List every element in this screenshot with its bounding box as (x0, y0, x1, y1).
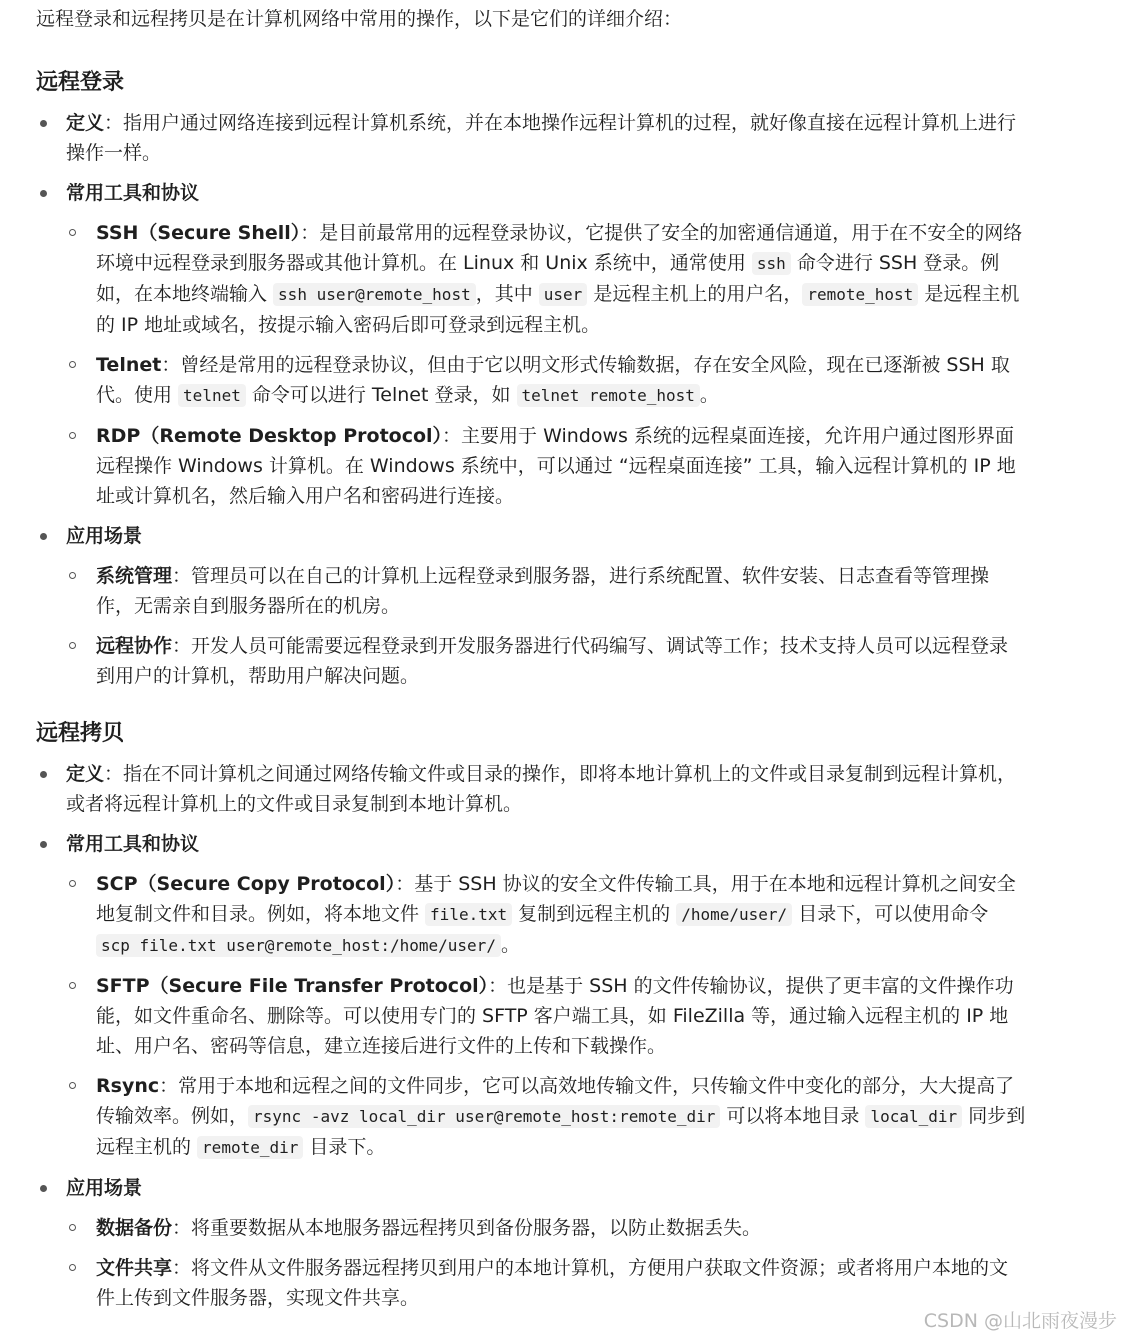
definition-label: 定义 (66, 112, 105, 134)
list-item-login-definition (36, 108, 1026, 168)
list-item-share (66, 1253, 1026, 1313)
remote-login-list (36, 108, 1026, 691)
backup-label: 数据备份 (96, 1217, 173, 1239)
ssh-label: SSH（Secure Shell） (96, 222, 301, 244)
telnet-label: Telnet (96, 354, 162, 376)
list-item-sysadmin (66, 561, 1026, 621)
rsync-text: 同步到远程主机的 (96, 1105, 1026, 1158)
code-remote-dir: remote_dir (197, 1136, 303, 1159)
list-item-copy-definition (36, 759, 1026, 819)
tools-label: 常用工具和协议 (66, 833, 200, 855)
list-item-copy-tools (36, 829, 1026, 1163)
code-local-dir: local_dir (865, 1105, 962, 1128)
code-home-user: /home/user/ (676, 903, 792, 926)
telnet-text: 命令可以进行 Telnet 登录，如 (245, 384, 517, 406)
list-item-sftp (66, 971, 1026, 1061)
ssh-text: ：是目前最常用的远程登录协议，它提供了安全的加密通信通道，用于在不安全的网络环境中远程登录到服务器或其他计算机。在 Linux 和 Unix 系统中，通常使用 (96, 222, 1023, 274)
copy-tools-sublist (66, 869, 1026, 1163)
scp-text: 复制到远程主机的 (512, 903, 677, 925)
code-remote-host: remote_host (802, 283, 918, 306)
list-item-collab (66, 631, 1026, 691)
list-item-rsync (66, 1071, 1026, 1163)
rsync-text: ：常用于本地和远程之间的文件同步，它可以高效地传输文件，只传输文件中变化的部分，大大提高了传输效率。例如， (96, 1075, 1015, 1127)
sftp-text: ：也是基于 SSH 的文件传输协议，提供了更丰富的文件操作功能，如文件重命名、删除等。可以使用专门的 SFTP 客户端工具，如 FileZilla 等，通过输入远程主机的 IP 地址、用户名、密码等信息，建立连接后进行文件的上传和下载操作。 (96, 975, 1014, 1057)
code-rsync-command: rsync -avz local_dir user@remote_host:remote_dir (248, 1105, 720, 1128)
code-file-txt: file.txt (425, 903, 512, 926)
share-label: 文件共享 (96, 1257, 173, 1279)
ssh-text: 是远程主机上的用户名， (587, 283, 803, 305)
code-user: user (539, 283, 588, 306)
ssh-text: 是远程主机的 IP 地址或域名，按提示输入密码后即可登录到远程主机。 (96, 283, 1020, 336)
scp-label: SCP（Secure Copy Protocol） (96, 873, 396, 895)
remote-copy-list (36, 759, 1026, 1313)
document-body (36, 4, 1026, 1323)
ssh-text: 命令进行 SSH 登录。例如，在本地终端输入 (96, 252, 1000, 305)
scp-text: ：基于 SSH 协议的安全文件传输工具，用于在本地和远程计算机之间安全地复制文件和目录。例如，将本地文件 (96, 873, 1016, 925)
telnet-text: ：曾经是常用的远程登录协议，但由于它以明文形式传输数据，存在安全风险，现在已逐渐被 SSH 取代。使用 (96, 354, 1010, 406)
share-text: ：将文件从文件服务器远程拷贝到用户的本地计算机，方便用户获取文件资源；或者将用户本地的文件上传到文件服务器，实现文件共享。 (96, 1257, 1009, 1309)
section-title-remote-copy: 远程拷贝 (36, 721, 125, 746)
list-item-login-tools (36, 178, 1026, 511)
rsync-label: Rsync (96, 1075, 160, 1097)
backup-text: ：将重要数据从本地服务器远程拷贝到备份服务器，以防止数据丢失。 (172, 1217, 762, 1239)
code-ssh-command: ssh user@remote_host (273, 283, 476, 306)
definition-text: ：指在不同计算机之间通过网络传输文件或目录的操作，即将本地计算机上的文件或目录复制到远程计算机，或者将远程计算机上的文件或目录复制到本地计算机。 (66, 763, 1017, 815)
scp-text: 。 (500, 934, 520, 956)
code-telnet-command: telnet remote_host (517, 384, 700, 407)
scenes-label: 应用场景 (66, 1177, 143, 1199)
sysadmin-label: 系统管理 (96, 565, 173, 587)
telnet-text: 。 (699, 384, 719, 406)
section-title-remote-login: 远程登录 (36, 70, 125, 95)
code-ssh: ssh (752, 252, 791, 275)
rdp-label: RDP（Remote Desktop Protocol） (96, 425, 443, 447)
login-scenes-sublist (66, 561, 1026, 691)
list-item-backup (66, 1213, 1026, 1243)
collab-label: 远程协作 (96, 635, 173, 657)
intro-paragraph: 远程登录和远程拷贝是在计算机网络中常用的操作，以下是它们的详细介绍： (36, 8, 683, 30)
copy-scenes-sublist (66, 1213, 1026, 1313)
definition-label: 定义 (66, 763, 105, 785)
sftp-label: SFTP（Secure File Transfer Protocol） (96, 975, 489, 997)
code-telnet: telnet (178, 384, 246, 407)
code-scp-command: scp file.txt user@remote_host:/home/user/ (96, 934, 501, 957)
rdp-text: ：主要用于 Windows 系统的远程桌面连接，允许用户通过图形界面远程操作 Windows 计算机。在 Windows 系统中，可以通过 “远程桌面连接” 工具，输入远程计算机的 IP 地址或计算机名，然后输入用户名和密码进行连接。 (96, 425, 1016, 507)
list-item-telnet (66, 350, 1026, 411)
sysadmin-text: ：管理员可以在自己的计算机上远程登录到服务器，进行系统配置、软件安装、日志查看等管理操作，无需亲自到服务器所在的机房。 (96, 565, 990, 617)
list-item-rdp (66, 421, 1026, 511)
ssh-text: ，其中 (475, 283, 539, 305)
list-item-copy-scenes (36, 1173, 1026, 1313)
rsync-text: 可以将本地目录 (720, 1105, 866, 1127)
collab-text: ：开发人员可能需要远程登录到开发服务器进行代码编写、调试等工作；技术支持人员可以远程登录到用户的计算机，帮助用户解决问题。 (96, 635, 1009, 687)
tools-label: 常用工具和协议 (66, 182, 200, 204)
scenes-label: 应用场景 (66, 525, 143, 547)
csdn-watermark: CSDN @山北雨夜漫步 (923, 1310, 1117, 1332)
list-item-scp (66, 869, 1026, 961)
rsync-text: 目录下。 (303, 1136, 386, 1158)
definition-text: ：指用户通过网络连接到远程计算机系统，并在本地操作远程计算机的过程，就好像直接在远程计算机上进行操作一样。 (66, 112, 1017, 164)
list-item-ssh (66, 218, 1026, 340)
scp-text: 目录下，可以使用命令 (792, 903, 989, 925)
login-tools-sublist (66, 218, 1026, 511)
list-item-login-scenes (36, 521, 1026, 691)
